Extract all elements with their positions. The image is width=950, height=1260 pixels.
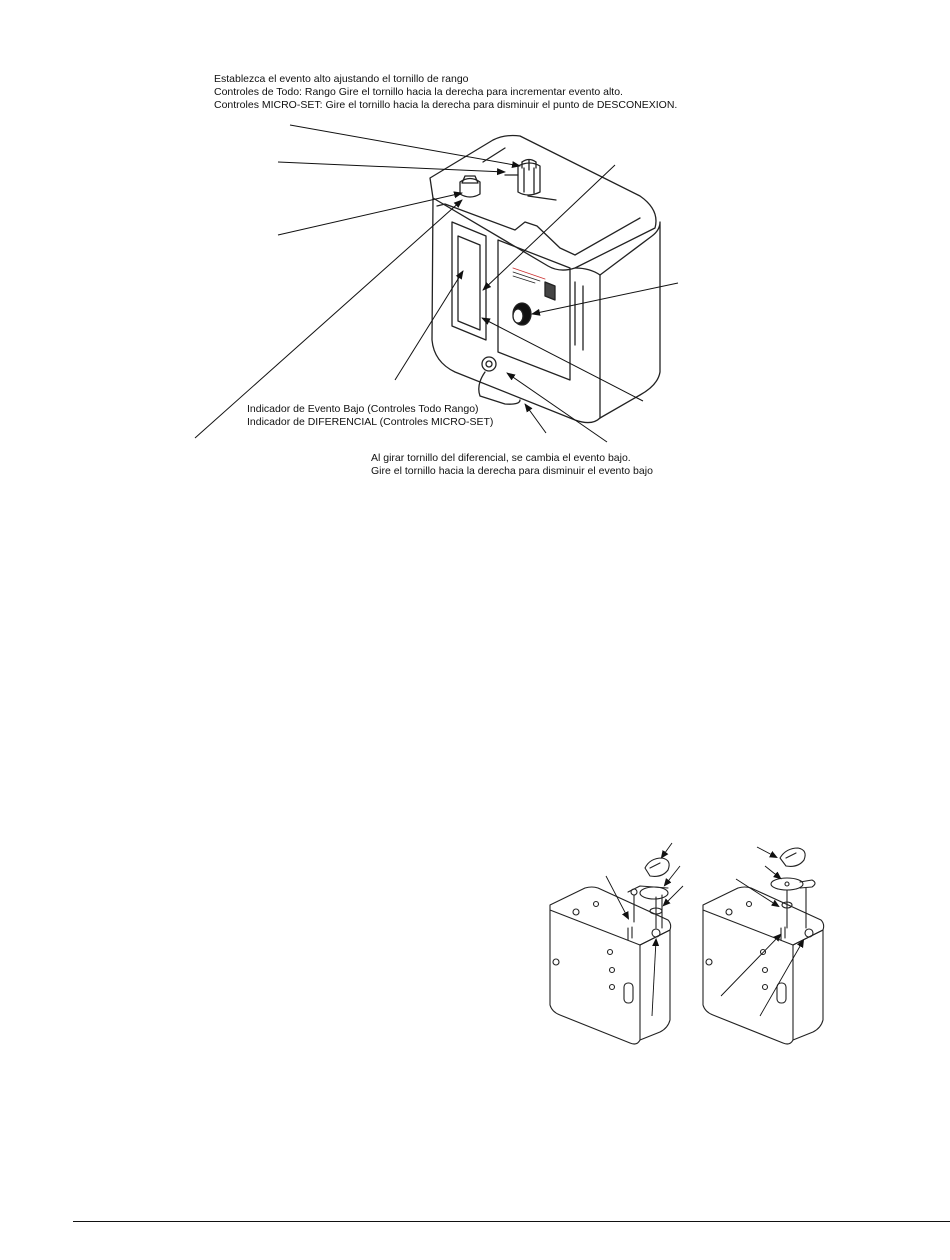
- leader-conduit: [525, 404, 546, 433]
- bottom-screw: [482, 357, 496, 371]
- callout-high-event-line1: Establezca el evento alto ajustando el tornillo de rango: [214, 73, 469, 85]
- leader-high-event: [290, 125, 520, 166]
- footer-rule: [73, 1221, 950, 1222]
- label-panel: [498, 240, 570, 380]
- control-box-illustration: [0, 0, 950, 520]
- callout-low-event-line2: Indicador de DIFERENCIAL (Controles MICRO-SET): [247, 416, 494, 428]
- callout-high-event-line2: Controles de Todo: Rango Gire el tornillo hacia la derecha para incrementar evento alto.: [214, 86, 623, 98]
- box-right: [703, 848, 824, 1044]
- callout-differential-line1: Al girar tornillo del diferencial, se cambia el evento bajo.: [371, 452, 631, 464]
- leader-bottom-screw: [507, 373, 607, 442]
- callout-differential-line2: Gire el tornillo hacia la derecha para disminuir el evento bajo: [371, 465, 653, 477]
- callout-low-event-line1: Indicador de Evento Bajo (Controles Todo Rango): [247, 403, 479, 415]
- box-left: [550, 858, 671, 1044]
- leader-left-window: [483, 165, 615, 290]
- leader-window-lower: [482, 318, 643, 401]
- leader-indicator: [395, 271, 463, 380]
- leader-diff-screw: [278, 193, 462, 235]
- callout-high-event-line3: Controles MICRO-SET: Gire el tornillo hacia la derecha para disminuir el punto de DESCONEXION.: [214, 99, 678, 111]
- leader-range-screw: [278, 162, 505, 172]
